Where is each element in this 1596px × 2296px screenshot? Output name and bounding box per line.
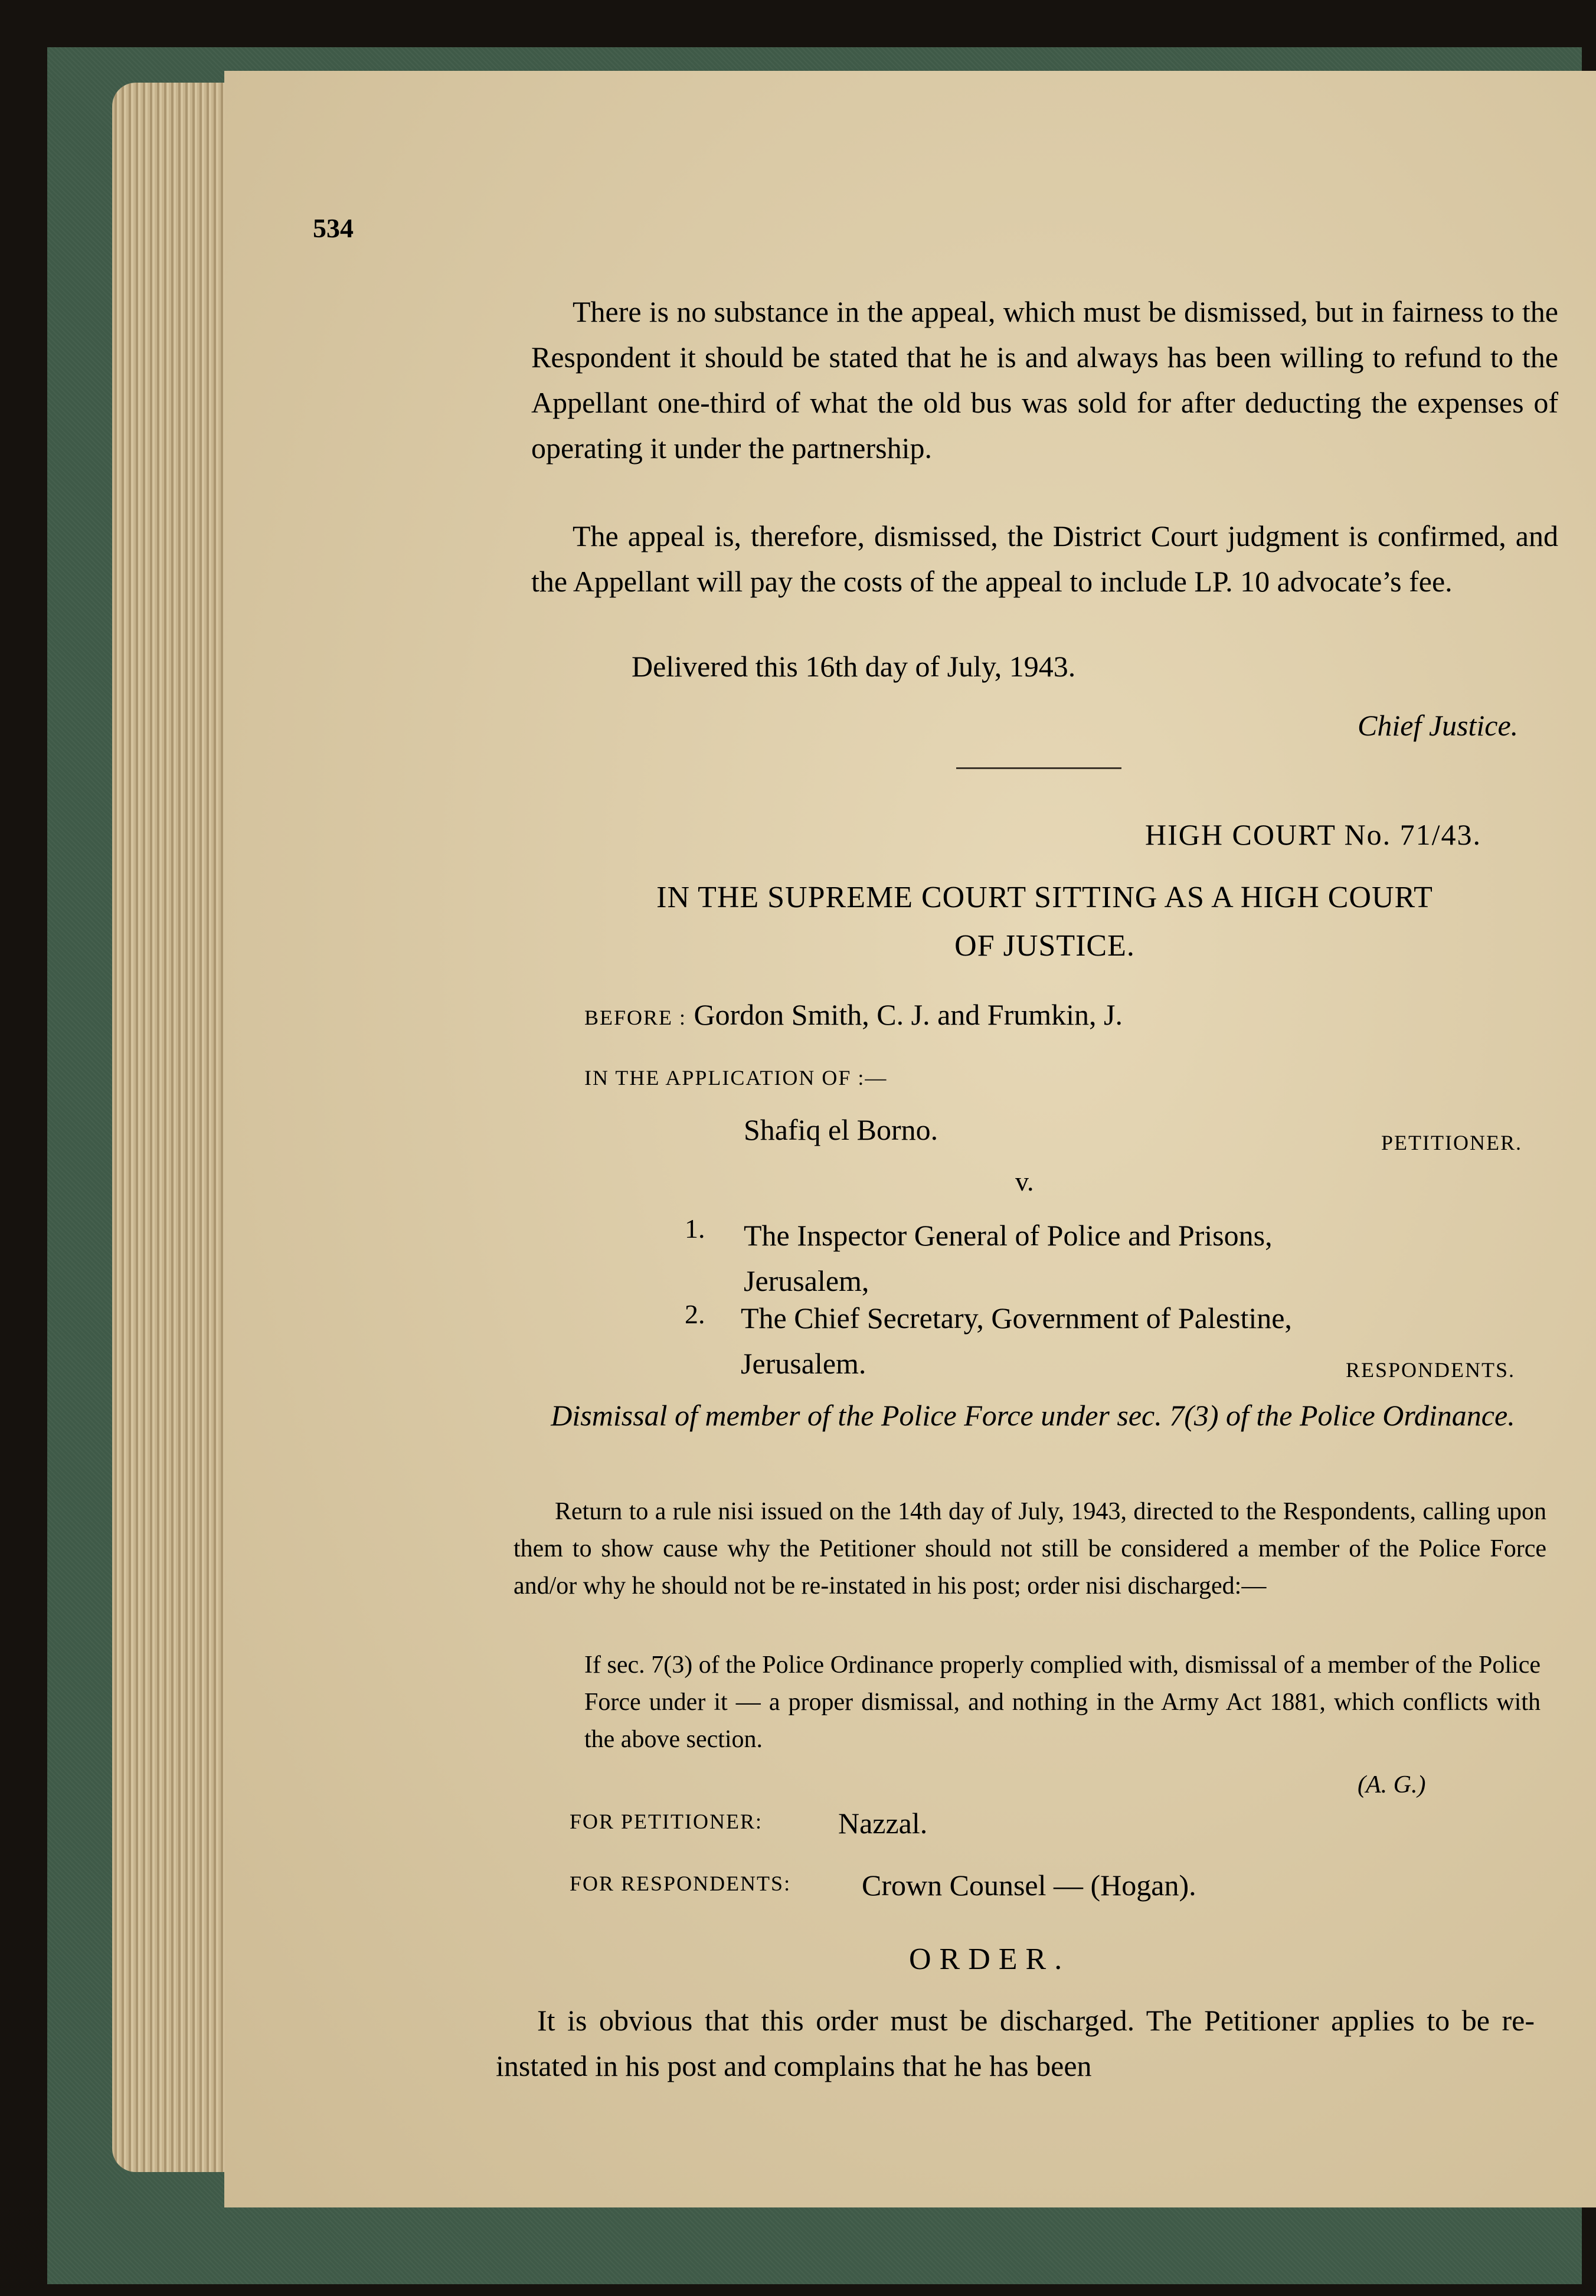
court-heading-line2: OF JUSTICE. bbox=[954, 929, 1135, 963]
respondents-role: RESPONDENTS. bbox=[1346, 1358, 1516, 1382]
petitioner-name: Shafiq el Borno. bbox=[744, 1113, 938, 1146]
judges: Gordon Smith, C. J. and Frumkin, J. bbox=[694, 998, 1123, 1031]
section-divider bbox=[956, 767, 1121, 769]
for-petitioner-label: FOR PETITIONER: bbox=[570, 1810, 763, 1833]
respondent1: The Inspector General of Police and Prisons, Jerusalem, bbox=[744, 1219, 1273, 1297]
court-heading-line1: IN THE SUPREME COURT SITTING AS A HIGH COURT bbox=[656, 881, 1433, 914]
respondent2: The Chief Secretary, Government of Palestine, Jerusalem. bbox=[741, 1301, 1292, 1380]
petitioner-role: PETITIONER. bbox=[1381, 1131, 1522, 1154]
court-heading bbox=[531, 874, 1558, 970]
application-label: IN THE APPLICATION OF :— bbox=[584, 1066, 888, 1090]
case-subject: Dismissal of member of the Police Force under sec. 7(3) of the Police Ordinance. bbox=[551, 1399, 1515, 1432]
held-summary: If sec. 7(3) of the Police Ordinance properly complied with, dismissal of a member of the Police Force under it — a proper dismissal, and nothing in the Army Act 1881, which conflicts with the above section. bbox=[584, 1651, 1541, 1753]
before-line bbox=[584, 997, 1123, 1032]
for-respondents-label: FOR RESPONDENTS: bbox=[570, 1872, 792, 1895]
chief-justice-signature: Chief Justice. bbox=[1358, 709, 1519, 742]
respondent1-number: 1. bbox=[685, 1214, 705, 1244]
versus: v. bbox=[1015, 1166, 1034, 1196]
order-paragraph: It is obvious that this order must be discharged. The Petitioner applies to be re-instated in his post and complains that he has been bbox=[496, 2004, 1535, 2082]
for-respondents: Crown Counsel — (Hogan). bbox=[862, 1869, 1196, 1902]
delivered-date: Delivered this 16th day of July, 1943. bbox=[632, 650, 1076, 683]
before-label: BEFORE : bbox=[584, 1006, 687, 1029]
paragraph-appeal-substance: There is no substance in the appeal, which must be dismissed, but in fairness to the Respondent it should be stated that he is and always has been willing to refund to the Appellant one-third of what the old bus was sold for after deducting the expenses of operating it under the partnership. bbox=[531, 295, 1558, 465]
order-heading: ORDER. bbox=[909, 1942, 1071, 1976]
ag-note: (A. G.) bbox=[1358, 1771, 1426, 1798]
return-summary: Return to a rule nisi issued on the 14th day of July, 1943, directed to the Respondents, calling upon them to show cause why the Petitioner should not still be considered a member of the Police Force and/or why he should not be re-instated in his post; order nisi discharged:— bbox=[514, 1498, 1546, 1600]
case-number: HIGH COURT No. 71/43. bbox=[1145, 818, 1482, 851]
respondent2-number: 2. bbox=[685, 1299, 705, 1329]
page-number: 534 bbox=[313, 213, 354, 243]
paragraph-appeal-dismissed: The appeal is, therefore, dismissed, the District Court judgment is confirmed, and the Appellant will pay the costs of the appeal to include LP. 10 advocate’s fee. bbox=[531, 519, 1558, 598]
for-petitioner: Nazzal. bbox=[838, 1807, 928, 1840]
